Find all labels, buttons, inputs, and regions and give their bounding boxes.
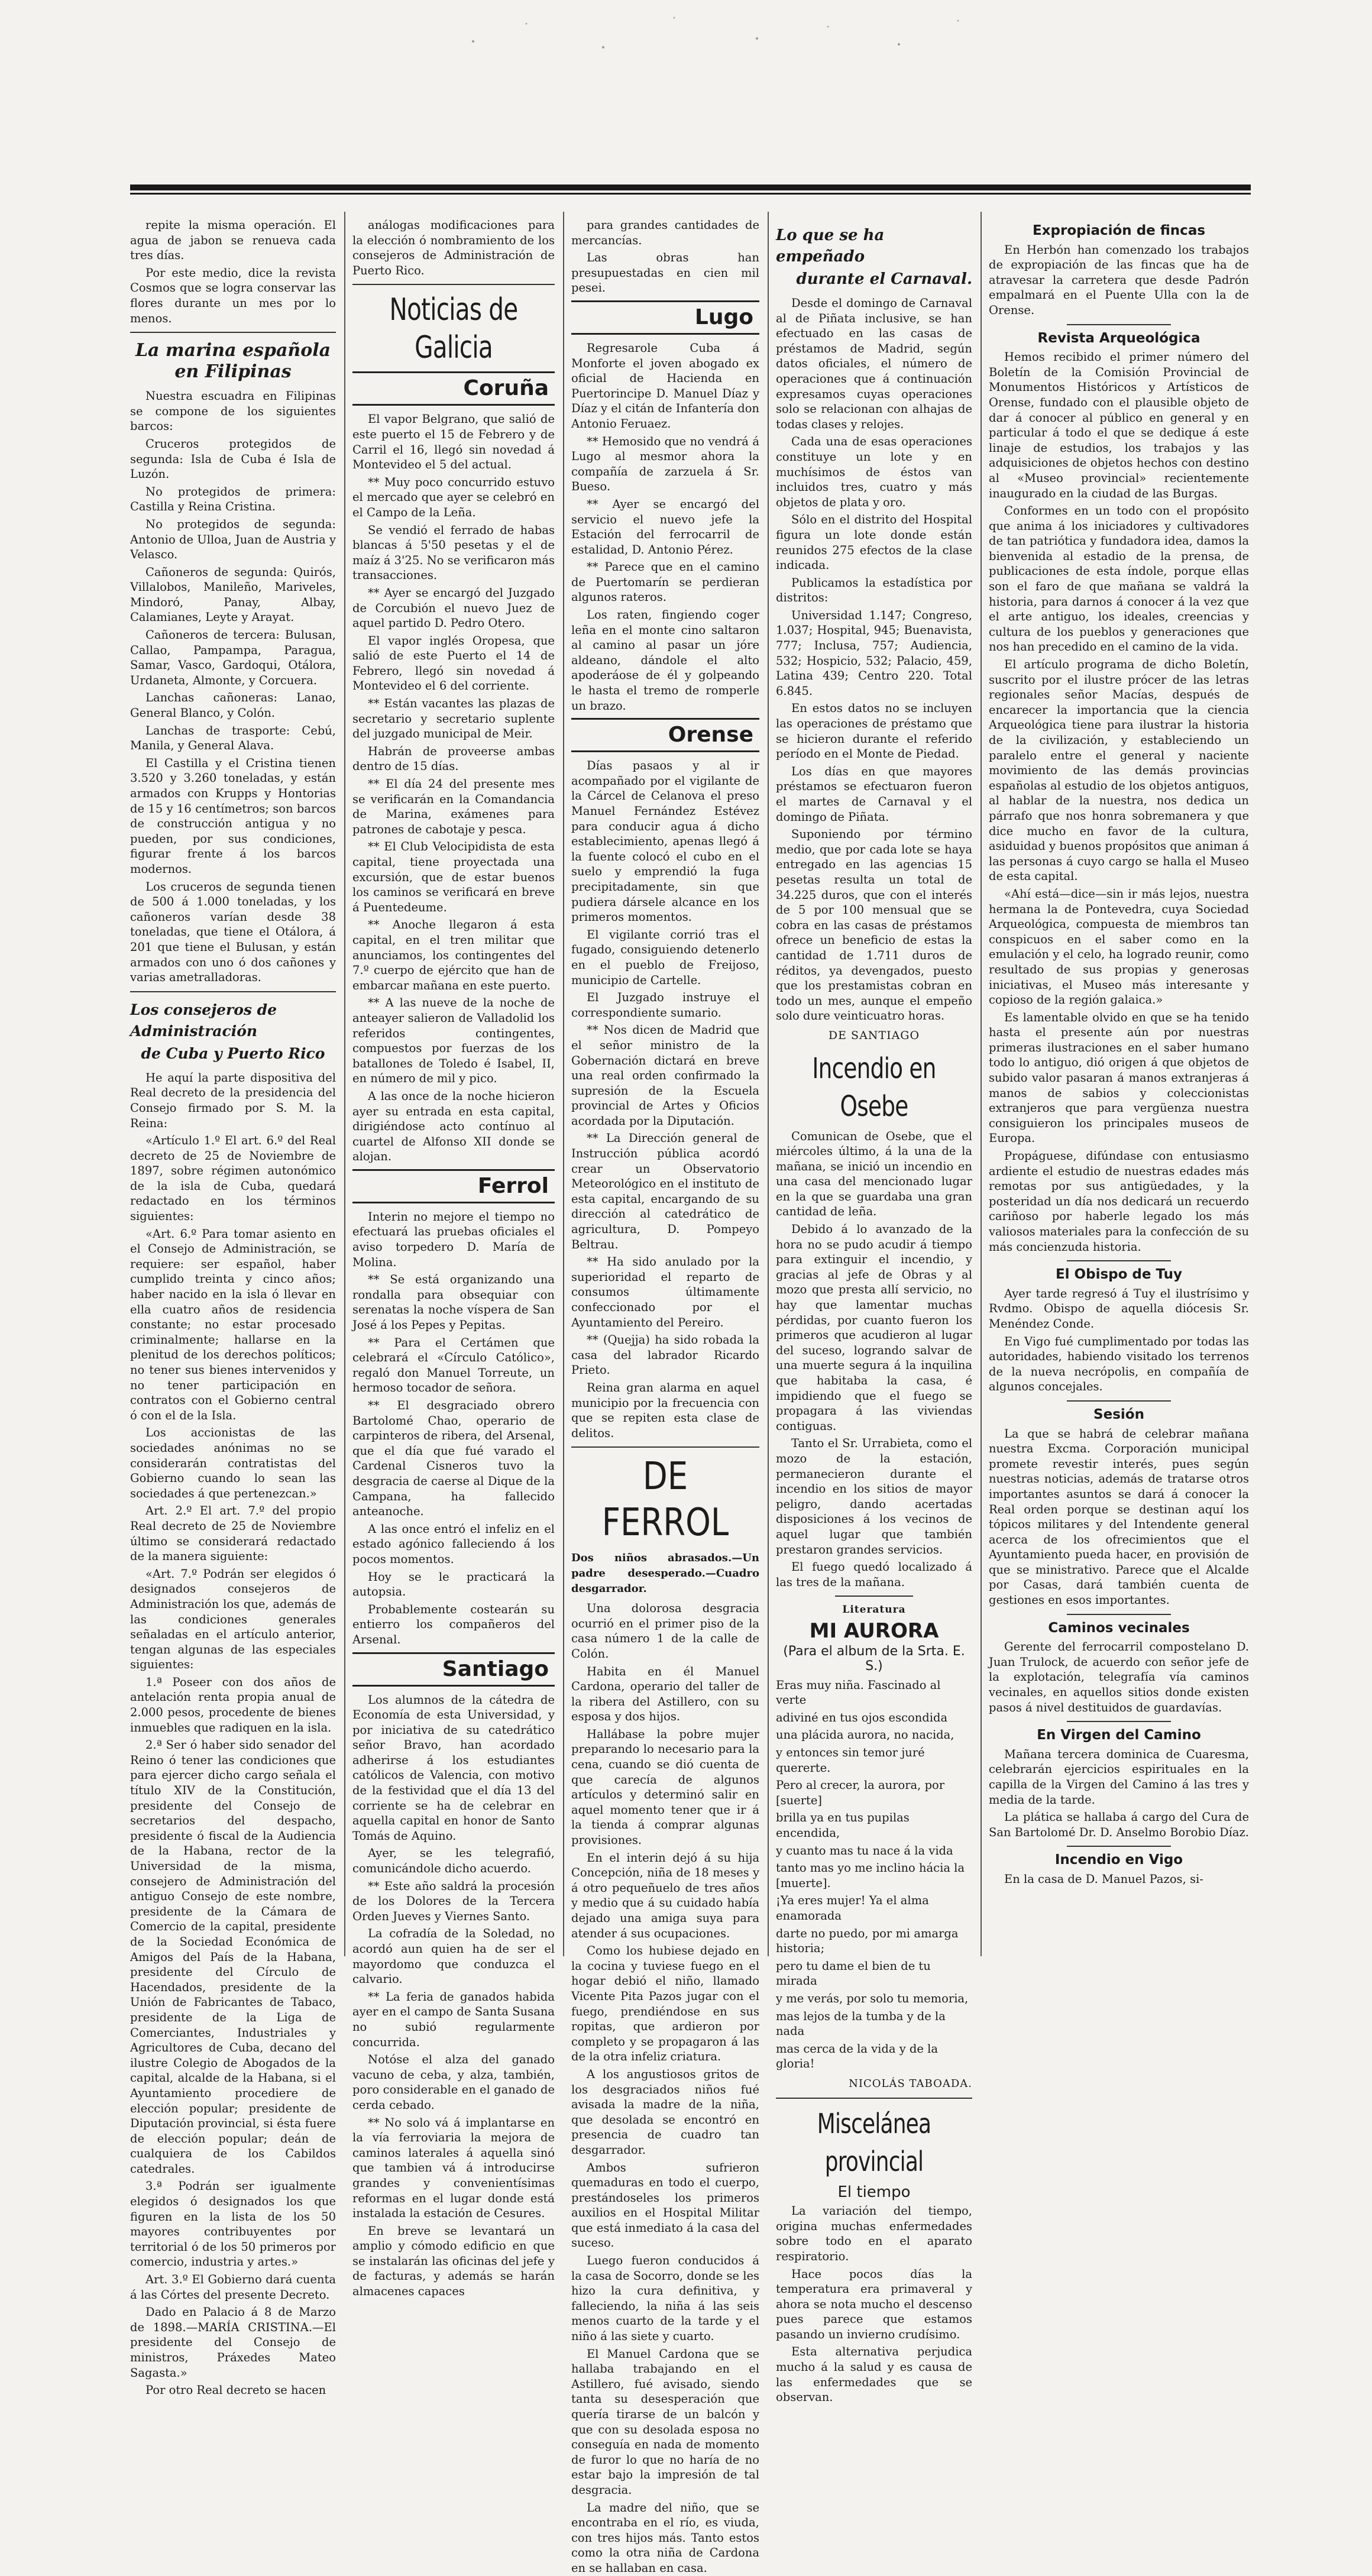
divider <box>352 284 555 285</box>
poem-dedication: (Para el album de la Srta. E. S.) <box>783 1643 965 1674</box>
top-heavy-rule <box>130 185 1251 190</box>
column-3 <box>571 218 759 2575</box>
column-separator-2 <box>563 212 564 1956</box>
poem-line-3: y entonces sin temor juré quererte. <box>776 1746 925 1775</box>
tiempo-p2: Esta alternativa perjudica mucho á la salud y es causa de las enfermedades que se observan. <box>776 2345 972 2405</box>
poem-line-8: ¡Ya eres mujer! Ya el alma enamorada <box>776 1894 929 1923</box>
divider <box>835 1596 914 1597</box>
column-separator-3 <box>768 212 769 1956</box>
coruna-p9: ** Anoche llegaron á esta capital, en el tren militar que anunciamos, los contingentes del 7.º cuerpo de ejército que han de embarcar mañana en este puerto. <box>352 918 555 992</box>
deferrol-p5: A los angustiosos gritos de los desgraciados niños fué avisada la madre de la niña, que desolada se encontró en presencia de cuadro tan desgarrador. <box>571 2067 759 2157</box>
obispo-p1: En Vigo fué cumplimentado por todas las autoridades, habiendo visitado los terrenos de la nueva necrópolis, en compañía de algunos concejales. <box>989 1334 1249 1394</box>
divider <box>1067 324 1171 325</box>
consejeros-p2: «Art. 6.º Para tomar asiento en el Consejo de Administración, se requiere: ser español, haber cumplido treinta y cinco años; haber nacido en la isla ó llevar en ella cuatro años de residencia constante; no estar procesado criminalmente; hallarse en la plenitud de los derechos políticos; no tener sus bienes intervenidos y no tener participación en contratos con el Gobierno central ó con el de la Isla. <box>130 1226 336 1422</box>
column-1 <box>130 218 336 2397</box>
poem-line-11: y me verás, por solo tu memoria, <box>776 1991 969 2005</box>
marina-p5: Cañoneros de tercera: Bulusan, Callao, Pampampa, Paragua, Samar, Vasco, Gardoqui, Otálora, Urdaneta, Almonte, y Corcuera. <box>130 628 336 687</box>
poem-line-1: adiviné en tus ojos escondida <box>776 1710 948 1724</box>
column-2 <box>352 218 555 2299</box>
santiago-p7: En breve se levantará un amplio y cómodo edificio en que se instalarán las oficinas del jefe y de facturas, y además se harán almacenes capaces <box>352 2224 555 2299</box>
virgen-p0: Mañana tercera dominica de Cuaresma, celebrarán ejercicios espirituales en la capilla de la Virgen del Camino á las tres y media de la tarde. <box>989 1747 1249 1807</box>
revista-p1: Conformes en un todo con el propósito que anima á los iniciadores y cultivadores de tan patriótica y fundadora idea, damos la bienvenida al estadio de la prensa, de publicaciones de esta índole, porque ellas son el faro de que mañana se valdrá la historia, para darnos á conocer á la vez que el arte antiguo, los ideales, creencias y cultura de los pueblos y generaciones que nos han precedido en el camino de la vida. <box>989 504 1249 654</box>
caminos-p0: Gerente del ferrocarril compostelano D. Juan Trulock, de acuerdo con señor jefe de la explotación, telegrafía vía caminos vecinales, en aquellos sitios donde existen pasos á nivel destituidos de guardavías. <box>989 1640 1249 1714</box>
tiempo-p1: Hace pocos días la temperatura era primaveral y ahora se nota mucho el descenso pues parece que estamos pasando un invierno crudísimo. <box>776 2267 972 2341</box>
coruna-p10: ** A las nueve de la noche de anteayer salieron de Valladolid los referidos contingentes, compuestos por fuerzas de los batallones de Toledo é Isabel, II, en número de mil y pico. <box>352 996 555 1086</box>
divider <box>1067 1721 1171 1722</box>
headline-incendio: Incendio en Osebe <box>812 1051 936 1123</box>
divider <box>130 332 336 333</box>
poem-line-4: Pero al crecer, la aurora, por [suerte] <box>776 1778 945 1807</box>
deferrol-p8: El Manuel Cardona que se hallaba trabajando en el Astillero, fué avisado, siendo tanta su desesperación que quería tirarse de un balcón y que con su desolada esposa no conseguía en nada de momento de furor lo que no haría de no estar bajo la impresión de tal desgracia. <box>571 2347 759 2497</box>
section-de-santiago: DE SANTIAGO <box>828 1028 920 1042</box>
orense-p6: ** (Quejja) ha sido robada la casa del labrador Ricardo Prieto. <box>571 1333 759 1377</box>
marina-p3: No protegidos de segunda: Antonio de Ulloa, Juan de Austria y Velasco. <box>130 517 336 562</box>
coruna-p0: El vapor Belgrano, que salió de este puerto el 15 de Febrero y de Carril el 16, llegó sin novedad á Montevideo el 5 del actual. <box>352 412 555 472</box>
consejeros-p9: Art. 3.º El Gobierno dará cuenta á las Córtes del presente Decreto. <box>130 2273 336 2302</box>
divider <box>1067 1846 1171 1847</box>
coruna-p4: El vapor inglés Oropesa, que salió de este Puerto el 14 de Febrero, llegó sin novedad á Montevideo el 6 del corriente. <box>352 633 555 693</box>
santiago-p4: ** La feria de ganados habida ayer en el campo de Santa Susana no subió regularmente concurrida. <box>352 1989 555 2049</box>
headline-expropiacion: Expropiación de fincas <box>1032 223 1206 238</box>
col3-intro-p0: para grandes cantidades de mercancías. <box>571 218 759 247</box>
poem-line-13: mas cerca de la vida y de la gloria! <box>776 2041 938 2071</box>
obispo-p0: Ayer tarde regresó á Tuy el ilustrísimo y Rvdmo. Obispo de aquella diócesis Sr. Menéndez Conde. <box>989 1286 1249 1331</box>
deferrol-p0: Una dolorosa desgracia ocurrió en el primer piso de la casa número 1 de la calle de Colón. <box>571 1601 759 1661</box>
col1-intro-p0: repite la misma operación. El agua de jabon se renueva cada tres días. <box>130 218 336 263</box>
deferrol-p6: Ambos sufrieron quemaduras en todo el cuerpo, prestándoseles los primeros auxilios en el Hospital Militar que está inmediato á la casa del suceso. <box>571 2160 759 2250</box>
coruna-p3: ** Ayer se encargó del Juzgado de Corcubión el nuevo Juez de aquel partido D. Pedro Otero. <box>352 585 555 630</box>
marina-p6: Lanchas cañoneras: Lanao, General Blanco, y Colón. <box>130 691 336 720</box>
divider <box>1067 1400 1171 1402</box>
orense-p5: ** Ha sido anulado por la superioridad el reparto de consumos últimamente confeccionado por el Ayuntamiento del Pereiro. <box>571 1255 759 1329</box>
divider <box>1067 1260 1171 1261</box>
consejeros-p5: «Art. 7.º Podrán ser elegidos ó designados consejeros de Administración los que, además de las condiciones generales señaladas en el artículo anterior, tengan algunas de las especiales siguientes: <box>130 1567 336 1672</box>
headline-el-tiempo: El tiempo <box>837 2183 911 2201</box>
headline-consejeros-2: de Cuba y Puerto Rico <box>141 1044 325 1062</box>
headline-coruna: Coruña <box>352 371 555 406</box>
headline-vigo: Incendio en Vigo <box>1054 1852 1183 1868</box>
column-separator-1 <box>344 212 345 1956</box>
deferrol-p2: Hallábase la pobre mujer preparando lo necesario para la cena, cuando se dió cuenta de que carecía de algunos artículos y determinó salir en aquel momento tener que ir á la tienda á comprar algunas provisiones. <box>571 1727 759 1847</box>
divider <box>776 2098 972 2099</box>
lugo-p3: ** Parece que en el camino de Puertomarín se perdieran algunos rateros. <box>571 560 759 604</box>
orense-p3: ** Nos dicen de Madrid que el señor ministro de la Gobernación dictará en breve una real orden confirmado la supresión de la Escuela provincial de Artes y Oficios acordada por la Diputación. <box>571 1023 759 1128</box>
consejeros-p1: «Artículo 1.º El art. 6.º del Real decreto de 25 de Noviembre de 1897, sobre régimen autonómico de la isla de Cuba, quedará redactado en los términos siguientes: <box>130 1134 336 1224</box>
col3-intro-p1: Las obras han presupuestadas en cien mil pesei. <box>571 251 759 295</box>
consejeros-p11: Por otro Real decreto se hacen <box>145 2383 326 2397</box>
deferrol-p9: La madre del niño, que se encontraba en el río, es viuda, con tres hijos más. Tanto estos como la otra niña de Cardona en se hallaban en casa. <box>571 2500 759 2575</box>
lugo-p4: Los raten, fingiendo coger leña en el monte cino saltaron al camino al pasar un jóre aldeano, dándole el alto apoderáose de él y golpeando le hasta el tremo de romperle un brazo. <box>571 608 759 713</box>
headline-virgen: En Virgen del Camino <box>1037 1727 1201 1743</box>
marina-p8: El Castilla y el Cristina tienen 3.520 y 3.260 toneladas, y están armados con Krupps y Hontorias de 15 y 16 centímetros; son barcos de construcción antigua y no pueden, por sus condiciones, figurar frente á los barcos modernos. <box>130 756 336 876</box>
poem-line-2: una plácida aurora, no nacida, <box>776 1728 954 1742</box>
poem-line-7: tanto mas yo me inclino hácia la [muerte]. <box>776 1861 965 1890</box>
deferrol-p7: Luego fueron conducidos á la casa de Socorro, donde se les hizo la cura definitiva, y falleciendo, la niña á las seis menos cuarto de la tarde y el niño á las siete y cuarto. <box>571 2254 759 2344</box>
headline-de-ferrol: DE FERROL <box>601 1455 729 1545</box>
revista-p2: El artículo programa de dicho Boletín, suscrito por el ilustre prócer de las letras regionales señor Macías, después de encarecer la importancia que la ciencia Arqueológica tiene para ilustrar la historia de la civilización, y estableciendo un paralelo entre el general y naciente movimiento de las demás provincias españolas al estudio de los objetos antiguos, al hablar de la nuestra, nos dedica un párrafo que nos honra sobremanera y que dice mucho en favor de la cultura, asiduidad y buenos propósitos que animan á las personas á cuyo cargo se halla el Museo de esta capital. <box>989 658 1249 884</box>
deferrol-p3: En el interin dejó á su hija Concepción, niña de 18 meses y á otro pequeñuelo de tres años y medio que á su cuidado había dejado una amiga suya para atender á sus ocupaciones. <box>571 1850 759 1940</box>
headline-obispo: El Obispo de Tuy <box>1055 1267 1183 1283</box>
virgen-p1: La plática se hallaba á cargo del Cura de San Bartolomé Dr. D. Anselmo Borobio Díaz. <box>989 1810 1249 1839</box>
col1-intro-p1: Por este medio, dice la revista Cosmos que se logra conservar las flores durante un mes por lo menos. <box>130 266 336 325</box>
coruna-p6: Habrán de proveerse ambas dentro de 15 días. <box>352 744 555 774</box>
coruna-p7: ** El día 24 del presente mes se verificarán en la Comandancia de Marina, exámenes para patrones de cabotaje y pesca. <box>352 777 555 836</box>
headline-santiago: Santiago <box>352 1652 555 1687</box>
santiago-p1: Ayer, se les telegrafió, comunicándole dicho acuerdo. <box>352 1846 555 1876</box>
revista-p4: Es lamentable olvido en que se ha tenido hasta el presente aún por nuestras primeras ilustraciones en el saber humano todo lo antiguo, dió origen á que objetos de subido valor pasaran á manos extranjeras á manos de sabios y coleccionistas extranjeros que para vergüenza nuestra consiguieron los principales museos de Europa. <box>989 1010 1249 1145</box>
poem-line-10: pero tu dame el bien de tu mirada <box>776 1959 931 1988</box>
sesion-p0: La que se habrá de celebrar mañana nuestra Excma. Corporación municipal promete revestir interés, pues según nuestras noticias, además de tratarse otros importantes asuntos se dará á conocer la Real orden porque se destinan aquí los tópicos militares y del Intendente general acerca de los ofrecimientos que el Ayuntamiento pueda hacer, en provisión de que se ministrativo. Parece que el Alcalde por Casas, dará también cuenta de gestiones en esos importantes. <box>989 1426 1249 1607</box>
headline-carnaval-1: Lo que se ha empeñado <box>776 226 885 266</box>
incendio-p0: Comunican de Osebe, que el miércoles último, á la una de la mañana, se inició un incendio en una casa del mencionado lugar en la que se guardaba una gran cantidad de leña. <box>776 1129 972 1219</box>
coruna-p11: A las once de la noche hicieron ayer su entrada en esta capital, dirigiéndose acto contínuo al cuartel de Alfonso XII donde se alojan. <box>352 1089 555 1164</box>
consejeros-p0: He aquí la parte dispositiva del Real decreto de la presidencia del Consejo firmado por S. M. la Reina: <box>130 1070 336 1130</box>
section-literatura: Literatura <box>842 1604 906 1616</box>
headline-ferrol: Ferrol <box>352 1169 555 1203</box>
poem-line-12: mas lejos de la tumba y de la nada <box>776 2009 946 2038</box>
column-5 <box>989 218 1249 1962</box>
consejeros-p8: 3.ª Podrán ser igualmente elegidos ó designados los que figuren en la lista de los 50 mayores contribuyentes por territorial ó de los 50 primeros por comercio, industria y artes.» <box>130 2179 336 2269</box>
consejeros-p6: 1.ª Poseer con dos años de antelación renta propia anual de 2.000 pesos, procedente de bienes inmuebles que radiquen en la isla. <box>130 1675 336 1734</box>
column-separator-4 <box>981 212 982 1956</box>
ferrol-p6: Probablemente costearán su entierro los compañeros del Arsenal. <box>352 1602 555 1646</box>
coruna-p1: ** Muy poco concurrido estuvo el mercado que ayer se celebró en el Campo de la Leña. <box>352 475 555 519</box>
divider <box>1067 1614 1171 1615</box>
orense-p2: El Juzgado instruye el correspondiente sumario. <box>571 991 759 1020</box>
expropiacion-p0: En Herbón han comenzado los trabajos de expropiación de las fincas que ha de atravesar la carretera que desde Padrón empalmará en el Puente Ulla con la de Orense. <box>989 242 1249 317</box>
poem-line-6: y cuanto mas tu nace á la vida <box>776 1843 953 1857</box>
marina-p7: Lanchas de trasporte: Cebú, Manila, y General Alava. <box>130 723 336 753</box>
santiago-p3: La cofradía de la Soledad, no acordó aun quien ha de ser el mayordomo que conduzca el calvario. <box>352 1927 555 1986</box>
consejeros-p7: 2.ª Ser ó haber sido senador del Reino ó tener las condiciones que para ejercer dicho cargo señala el título XIV de la Constitución, presidente del Consejo de secretarios del despacho, presidente ó fiscal de la Audiencia de la Habana, rector de la Universidad de la misma, consejero de Administración del antiguo Consejo de este nombre, presidente de la Cámara de Comercio de la capital, presidente de la Sociedad Económica de Amigos del País de la Habana, presidente del Círculo de Hacendados, presidente de la Unión de Fabricantes de Tabaco, presidente de la Liga de Comerciantes, Industriales y Agricultores de Cuba, decano del ilustre Colegio de Abogados de la capital, alcalde de la Habana, si el Ayuntamiento procediere de elección popular; presidente de Diputación provincial, si ésta fuere de elección popular; deán de cualquiera de los Cabildos catedrales. <box>130 1738 336 2176</box>
santiago-p5: Notóse el alza del ganado vacuno de ceba, y alza, también, poro considerable en el ganado de cerda cebado. <box>352 2053 555 2112</box>
marina-p2: No protegidos de primera: Castilla y Reina Cristina. <box>130 484 336 514</box>
divider <box>130 991 336 992</box>
revista-p3: «Ahí está—dice—sin ir más lejos, nuestra hermana la de Pontevedra, cuya Sociedad Arqueológica, compuesta de miembros tan conspicuos en el saber como en la emulación y el celo, ha logrado reunir, como resultado de sus propias y generosas iniciativas, el Museo más interesante y copioso de la región galaica.» <box>989 886 1249 1007</box>
lugo-p1: ** Hemosido que no vendrá á Lugo al mesmor ahora la compañía de zarzuela á Sr. Bueso. <box>571 434 759 494</box>
column-4 <box>776 218 972 2405</box>
ferrol-p3: ** El desgraciado obrero Bartolomé Chao, operario de carpinteros de ribera, del Arsenal, que el día que fué varado el Cardenal Cisneros tuvo la desgracia de caerse al Dique de la Campana, ha fallecido anteanoche. <box>352 1399 555 1519</box>
coruna-p5: ** Están vacantes las plazas de secretario y secretario suplente del juzgado municipal de Meir. <box>352 697 555 741</box>
deck-ferrol: Dos niños abrasados.—Un padre desesperado.—Cuadro desgarrador. <box>571 1552 759 1595</box>
headline-carnaval-2: durante el Carnaval. <box>796 270 972 288</box>
ferrol-p2: ** Para el Certámen que celebrará el «Círculo Católico», regaló don Manuel Torreute, un hermoso tocador de señora. <box>352 1335 555 1395</box>
carnaval-p4: Universidad 1.147; Congreso, 1.037; Hospital, 945; Buenavista, 777; Inclusa, 757; Audiencia, 532; Hospicio, 532; Palacio, 459, Latina 439; Centro 220. Total 6.845. <box>776 608 972 698</box>
consejeros-p4: Art. 2.º El art. 7.º del propio Real decreto de 25 de Noviembre último se considerará redactado de la manera siguiente: <box>130 1504 336 1564</box>
carnaval-p0: Desde el domingo de Carnaval al de Piñata inclusive, se han efectuado en las casas de préstamos de Madrid, según datos oficiales, el número de operaciones que á continuación expresamos cuyas operaciones solo se relacionan con alhajas de todas clases y relojes. <box>776 296 972 431</box>
consejeros-p10: Dado en Palacio á 8 de Marzo de 1898.—MARÍA CRISTINA.—El presidente del Consejo de ministros, Práxedes Mateo Sagasta.» <box>130 2305 336 2380</box>
carnaval-p5: En estos datos no se incluyen las operaciones de préstamo que se hicieron durante el referido período en el Monte de Piedad. <box>776 701 972 761</box>
headline-marina: La marina española en Filipinas <box>135 340 331 383</box>
orense-p0: Días pasaos y al ir acompañado por el vigilante de la Cárcel de Celanova el preso Manuel Fernández Estévez para conducir agua á dicho establecimiento, apenas llegó á la fuente colocó el cubo en el suelo y emprendió la fuga precipitadamente, sin que pudiera dársele alcance en los primeros momentos. <box>571 759 759 924</box>
poem-line-0: Eras muy niña. Fascinado al verte <box>776 1678 941 1707</box>
lugo-p2: ** Ayer se encargó del servicio el nuevo jefe la Estación del ferrocarril de estalidad, D. Antonio Pérez. <box>571 497 759 556</box>
santiago-p2: ** Este año saldrá la procesión de los Dolores de la Tercera Orden Jueves y Viernes Santo. <box>352 1879 555 1923</box>
col2-intro-p0: análogas modificaciones para la elección ó nombramiento de los consejeros de Administración de Puerto Rico. <box>352 218 555 277</box>
consejeros-p3: Los accionistas de las sociedades anónimas no se considerarán contratistas del Gobierno cuando lo sean las sociedades á que pertenezcan.» <box>130 1426 336 1500</box>
ferrol-p4: A las once entró el infeliz en el estado agónico falleciendo á los pocos momentos. <box>352 1522 555 1566</box>
santiago-p0: Los alumnos de la cátedra de Economía de esta Universidad, y por iniciativa de su catedrático señor Bravo, han acordado adherirse á los estudiantes católicos de Valencia, con motivo de la festividad que el día 13 del corriente se ha de celebrar en aquella capital en honor de Santo Tomás de Aquino. <box>352 1692 555 1843</box>
orense-p7: Reina gran alarma en aquel municipio por la frecuencia con que se repiten esta clase de delitos. <box>571 1380 759 1440</box>
carnaval-p7: Suponiendo por término medio, que por cada lote se haya entregado en las agencias 15 pesetas resulta un total de 34.225 duros, que con el interés de 5 por 100 mensual que se cobra en las casas de préstamos ofrece un beneficio de estas la cantidad de 1.711 duros de réditos, ya devengados, puesto que los prestamistas cobran en todo un mes, aunque el empeño solo dure veinticuatro horas. <box>776 827 972 1023</box>
headline-sesion: Sesión <box>1093 1406 1144 1422</box>
revista-p0: Hemos recibido el primer número del Boletín de la Comisión Provincial de Monumentos Históricos y Artísticos de Orense, fundado con el plausible objeto de dar á conocer al público en general y en particular á todo el que se dedique á este linaje de estudios, los trabajos y las adquisiciones de objetos hechos con destino al «Museo provincial» recientemente inaugurado en la ciudad de las Burgas. <box>989 350 1249 500</box>
headline-caminos: Caminos vecinales <box>1048 1620 1190 1636</box>
coruna-p2: Se vendió el ferrado de habas blancas á 5'50 pesetas y el de maíz á 3'25. No se verificaron más transacciones. <box>352 523 555 582</box>
tiempo-p0: La variación del tiempo, origina muchas enfermedades sobre todo en el aparato respiratorio. <box>776 2204 972 2263</box>
deferrol-p1: Habita en él Manuel Cardona, operario del taller de la ribera del Astillero, con su esposa y dos hijos. <box>571 1664 759 1724</box>
coruna-p8: ** El Club Velocipidista de esta capital, tiene proyectada una excursión, que de estar buenos los caminos se verificará en breve á Puentedeume. <box>352 840 555 914</box>
poem-line-5: brilla ya en tus pupilas encendida, <box>776 1811 910 1840</box>
poem-signature: NICOLÁS TABOADA. <box>849 2077 972 2090</box>
marina-p9: Los cruceros de segunda tienen de 500 á 1.000 toneladas, y los cañoneros varían desde 38 toneladas, que tiene el Otálora, á 201 que tiene el Bulusan, y están armados con uno ó dos cañones y varias ametralladoras. <box>130 879 336 985</box>
headline-lugo: Lugo <box>571 300 759 335</box>
orense-p4: ** La Dirección general de Instrucción pública acordó crear un Observatorio Meteorológico en el instituto de esta capital, encargando de su dirección al catedrático de agricultura, D. Pompeyo Beltrau. <box>571 1131 759 1251</box>
headline-consejeros-1: Los consejeros de Administración <box>130 1001 277 1040</box>
incendio-p2: Tanto el Sr. Urrabieta, como el mozo de la estación, permanecieron durante el incendio en los sitios de mayor peligro, dando acertadas disposiciones á los vecinos de aquel lugar que también prestaron grandes servicios. <box>776 1436 972 1556</box>
revista-p5: Propáguese, difúndase con entusiasmo ardiente el estudio de nuestras edades más remotas por sus antigüedades, y la posteridad un día nos dedicará un recuerdo cariñoso por haberle legado los más valiosos materiales para la confección de su más concienzuda historia. <box>989 1149 1249 1254</box>
headline-orense: Orense <box>571 718 759 752</box>
carnaval-p3: Publicamos la estadística por distritos: <box>776 575 972 605</box>
headline-revista: Revista Arqueológica <box>1037 330 1200 346</box>
incendio-p1: Debido á lo avanzado de la hora no se pudo acudir á tiempo para extinguir el incendio, y gracias al jefe de Obras y al mozo que presta allí servicio, no hay que lamentar muchas pérdidas, por cuanto fueron los primeros que acudieron al lugar del suceso, logrando salvar de una muerte segura á la inquilina que habitaba la casa, é impidiendo que el fuego se propagara á las viviendas contiguas. <box>776 1222 972 1433</box>
print-speckle <box>449 6 982 59</box>
ferrol-p1: ** Se está organizando una rondalla para obsequiar con serenatas la noche víspera de San José á los Pepes y Pepitas. <box>352 1273 555 1332</box>
marina-p4: Cañoneros de segunda: Quirós, Villalobos, Manileño, Mariveles, Mindoró, Panay, Albay, Calamianes, Leyte y Arayat. <box>130 565 336 624</box>
marina-p1: Cruceros protegidos de segunda: Isla de Cuba é Isla de Luzón. <box>130 436 336 481</box>
marina-p0: Nuestra escuadra en Filipinas se compone de los siguientes barcos: <box>130 389 336 433</box>
headline-mi-aurora: MI AURORA <box>809 1619 939 1643</box>
headline-noticias: Noticias de Galicia <box>389 292 518 366</box>
divider <box>571 1446 759 1448</box>
santiago-p6: ** No solo vá á implantarse en la vía ferroviaria la mejora de caminos laterales á aquella sinó que tambien vá á introducirse grandes y convenientísimas reformas en el lugar donde está instalada la estación de Cesures. <box>352 2115 555 2221</box>
vigo-p0: En la casa de D. Manuel Pazos, si- <box>1004 1872 1203 1886</box>
deferrol-p4: Como los hubiese dejado en la cocina y tuviese fuego en el hogar debió el niño, llamado Vicente Pita Pazos jugar con el fuego, prendiéndose en sus ropitas, que ardieron por completo y se propagaron á las de la otra infeliz criatura. <box>571 1944 759 2064</box>
poem-line-9: darte no puedo, por mi amarga historia; <box>776 1926 959 1956</box>
top-thin-rule <box>130 193 1251 195</box>
carnaval-p1: Cada una de esas operaciones constituye un lote y en muchísimos de éstos van incluidos tres, cuatro y más objetos de plata y oro. <box>776 435 972 509</box>
incendio-p3: El fuego quedó localizado á las tres de la mañana. <box>776 1560 972 1589</box>
ferrol-p5: Hoy se le practicará la autopsia. <box>352 1569 555 1599</box>
carnaval-p6: Los días en que mayores préstamos se efectuaron fueron el martes de Carnaval y el domingo de Piñata. <box>776 764 972 824</box>
lugo-p0: Regresarole Cuba á Monforte el joven abogado ex oficial de Hacienda en Puertorincipe D. Manuel Díaz y Díaz y el citán de Infantería don Antonio Feruaez. <box>571 341 759 431</box>
orense-p1: El vigilante corrió tras el fugado, consiguiendo detenerlo en el pueblo de Freijoso, municipio de Cartelle. <box>571 927 759 987</box>
ferrol-p0: Interin no mejore el tiempo no efectuará las pruebas oficiales el aviso torpedero D. María de Molina. <box>352 1209 555 1269</box>
headline-miscelanea: Miscelánea provincial <box>817 2107 931 2177</box>
carnaval-p2: Sólo en el distrito del Hospital figura un lote donde están reunidos 275 efectos de la clase indicada. <box>776 513 972 572</box>
